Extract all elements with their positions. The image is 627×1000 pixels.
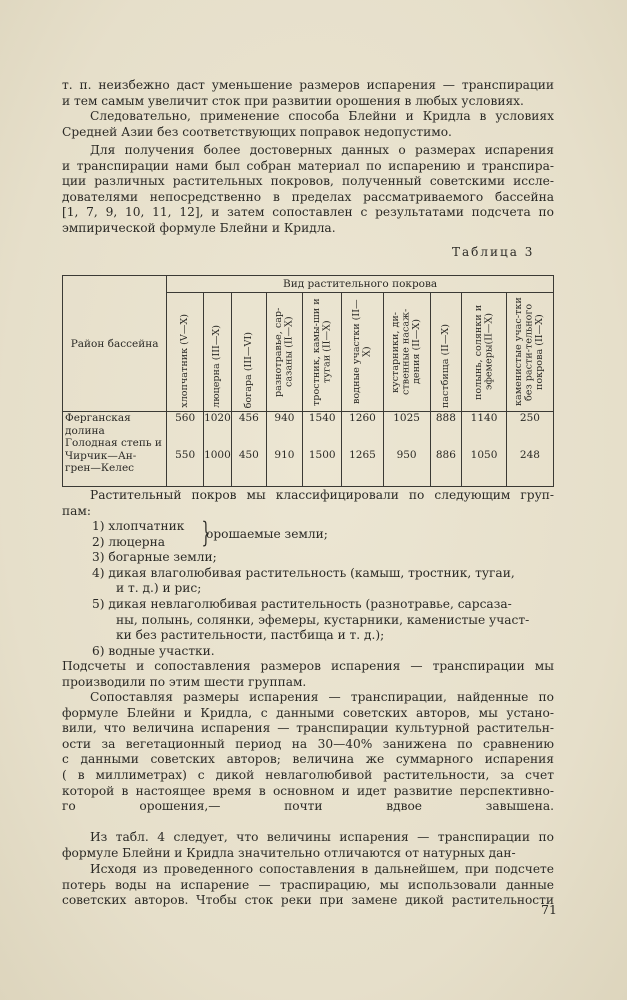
paragraph-8: Исходя из проведенного сопоставления в дальнейшем, при подсчете потерь воды на испарение — траспирацию, мы использовали данные советских авторов. Чтобы сток реки при замене дикой растительности [62, 862, 554, 908]
col-header: полынь, солянки и эфемеры(II—X) [462, 293, 507, 412]
col-header: богара (III—VI) [231, 293, 266, 412]
page-number: 71 [541, 902, 557, 917]
table-cell: 940 910 [266, 412, 302, 487]
col-header: пастбища (II—X) [430, 293, 462, 412]
table-cell: 1020 1000 [204, 412, 232, 487]
paragraph-1: т. п. неизбежно даст уменьшение размеров испарения — транспирации и тем самым увеличит сток при развитии орошения в любых условиях. [62, 78, 554, 108]
brace-symbol: } [201, 516, 211, 549]
col-header: кустарники, ди-ственные насаж-дения (II—X) [383, 293, 430, 412]
table-cell: 456 450 [231, 412, 266, 487]
col-header: каменистые учас-тки без расти-тельного покрова (II—X) [506, 293, 553, 412]
table-cell: 888 886 [430, 412, 462, 487]
list-item: 4) дикая влаголюбивая растительность (камыш, тростник, тугаи, [92, 565, 515, 580]
list-item-cont: ны, полынь, солянки, эфемеры, кустарники, каменистые участ- [116, 612, 530, 627]
brace-label: орошаемые земли; [206, 527, 328, 541]
col-header: тростник, камы-ши и тугаи (II—X) [302, 293, 341, 412]
list-item: 6) водные участки. [92, 643, 215, 658]
col-header: разнотравье, сар-сазаны (II—X) [266, 293, 302, 412]
list-item: 3) богарные земли; [92, 550, 217, 565]
table-cell: 250 248 [506, 412, 553, 487]
paragraph-7: Из табл. 4 следует, что величины испарения — транспирации по формуле Блейни и Кридла значительно отличаются от натурных дан- [62, 830, 554, 860]
table-caption: Таблица 3 [452, 245, 535, 259]
paragraph-6: Сопоставляя размеры испарения — транспирации, найденные по формуле Блейни и Кридла, с данными советских авторов, мы устано- вили, что величина испарения — транспирации культурной растительн- ости за вегетационный период на 30—40% занижена по сравнению с данными советских авторов; величина же суммарного испарения ( в миллиметрах) с дикой невлаголюбивой растительности, за счет которой в настоящее время в основном и идет развитие перспективно- го орошения,— почти вдвое завышена. [62, 690, 554, 814]
table-cell: 560 550 [167, 412, 204, 487]
paragraph-5: Подсчеты и сопоставления размеров испарения — транспирации мы производили по этим шести группам. [62, 659, 554, 689]
list-item: 2) люцерна [92, 534, 165, 549]
table-cell: 1260 1265 [342, 412, 383, 487]
col-header: водные участки (II—X) [342, 293, 383, 412]
list-item-cont: ки без растительности, пастбища и т. д.); [116, 628, 385, 643]
paragraph-2: Следовательно, применение способа Блейни и Кридла в условиях Средней Азии без соответствующих поправок недопустимо. [62, 109, 554, 139]
list-item: 1) хлопчатник [92, 519, 185, 533]
region-cell: Ферганская долина Голодная степь и Чирчик—Ан- грен—Келес [63, 412, 167, 487]
paragraph-4: Растительный покров мы классифицировали по следующим груп- пам: [62, 488, 554, 518]
list-item: 5) дикая невлаголюбивая растительность (разнотравье, сарсаза- [92, 596, 512, 611]
table-cell: 1140 1050 [462, 412, 507, 487]
data-table [62, 275, 554, 487]
paragraph-3: Для получения более достоверных данных о размерах испарения и транспирации нами был собран материал по испарению и транспира- ции различных растительных покровов, полученный советскими иссле- дователями непосредственно в пределах рассматриваемого бассейна [1, 7, 9, 10, 11, 12], и затем сопоставлен с результатами подсчета по эмпирической формуле Блейни и Кридла. [62, 143, 554, 235]
vegetation-header: Вид растительного покрова [167, 276, 554, 293]
col-header: хлопчатник (V—X) [167, 293, 204, 412]
table-cell: 1025 950 [383, 412, 430, 487]
region-header: Район бассейна [63, 276, 167, 412]
list-item-cont: и т. д.) и рис; [116, 581, 202, 596]
table-cell: 1540 1500 [302, 412, 341, 487]
col-header: люцерна (III—X) [204, 293, 232, 412]
